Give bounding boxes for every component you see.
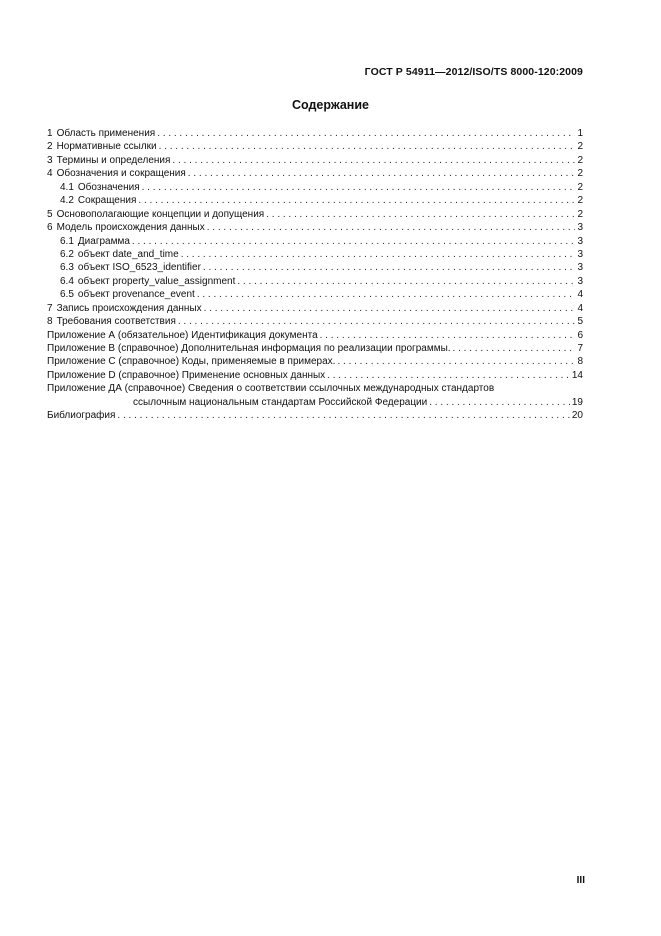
leader-dots	[188, 167, 575, 180]
toc-entry-bibliography[interactable]	[47, 409, 583, 422]
leader-dots	[178, 315, 575, 328]
toc-entry-label: Область применения	[56, 128, 156, 139]
toc-entry-label: объект ISO_6523_identifier	[77, 262, 201, 274]
toc-entry[interactable]	[47, 315, 583, 328]
toc-entry-label: Приложение А (обязательное) Идентификация документа	[47, 329, 318, 341]
toc-entry-number: 6.2	[60, 248, 74, 260]
toc-entry[interactable]	[47, 355, 583, 368]
leader-dots	[159, 140, 575, 153]
leader-dots	[237, 275, 575, 288]
toc-entry-number: 4.2	[60, 195, 74, 207]
toc-entry-annex-da[interactable]	[47, 382, 583, 395]
toc-entry-annex-da-continued[interactable]	[47, 396, 583, 409]
toc-entry-label: Библиография	[47, 410, 116, 422]
toc-entry-number: 5	[47, 208, 53, 220]
toc-entry[interactable]	[47, 342, 583, 355]
toc-entry-page: 19	[571, 396, 583, 408]
toc-entry-number: 7	[47, 302, 53, 314]
toc-entry[interactable]	[47, 288, 583, 301]
toc-entry-number: 4.1	[60, 181, 74, 193]
toc-entry-number: 3	[47, 154, 53, 166]
toc-entry-number: 6.1	[60, 235, 74, 247]
toc-entry-label: Запись происхождения данных	[56, 302, 202, 314]
leader-dots	[266, 208, 575, 221]
toc-entry-number: 6.4	[60, 275, 74, 287]
toc-entry[interactable]	[47, 154, 583, 167]
toc-entry-page: 8	[577, 356, 583, 368]
leader-dots	[429, 396, 570, 409]
toc-entry[interactable]	[47, 261, 583, 274]
toc-entry-page: 2	[577, 195, 583, 207]
toc-entry-page: 3	[577, 222, 583, 234]
toc-entry[interactable]	[47, 302, 583, 315]
leader-dots	[117, 409, 569, 422]
toc-entry-label: Приложение D (справочное) Применение основных данных	[47, 369, 326, 381]
toc-entry-number: 1	[47, 128, 53, 139]
toc-entry-label: Приложение В (справочное) Дополнительная информация по реализации программы.	[47, 343, 451, 354]
toc-entry-page: 6	[577, 329, 583, 341]
toc-entry-label: Обозначения и сокращения	[56, 168, 186, 180]
toc-entry-page: 3	[577, 248, 583, 260]
toc-entry-page: 3	[577, 235, 583, 247]
leader-dots	[181, 248, 575, 261]
toc-entry-label: Обозначения	[77, 181, 140, 193]
toc-entry-label: Требования соответствия	[56, 316, 176, 328]
page-number: III	[576, 875, 585, 886]
leader-dots	[197, 288, 575, 301]
toc-entry[interactable]	[47, 221, 583, 234]
toc-entry-page: 3	[577, 262, 583, 274]
toc-entry-label: объект date_and_time	[77, 248, 179, 260]
leader-dots	[172, 154, 575, 167]
leader-dots	[203, 261, 575, 274]
toc-entry-number: 8	[47, 316, 53, 328]
document-header: ГОСТ Р 54911—2012/ISO/TS 8000-120:2009	[364, 66, 583, 78]
toc-entry-page: 4	[577, 302, 583, 314]
toc-entry[interactable]	[47, 235, 583, 248]
toc-entry-page: 20	[571, 410, 583, 422]
toc-entry-label: Диаграмма	[77, 235, 130, 247]
leader-dots	[138, 194, 575, 207]
toc-entry-page: 2	[577, 208, 583, 220]
toc-entry-page: 1	[577, 128, 583, 139]
leader-dots	[204, 302, 575, 315]
page-title: Содержание	[291, 98, 369, 112]
table-of-contents	[47, 127, 583, 423]
leader-dots	[142, 181, 575, 194]
toc-entry[interactable]	[47, 167, 583, 180]
toc-entry-label: Основополагающие концепции и допущения	[56, 208, 265, 220]
toc-entry-label: объект provenance_event	[77, 289, 195, 301]
toc-entry-label: Модель происхождения данных	[56, 222, 205, 234]
toc-entry[interactable]	[47, 248, 583, 261]
toc-entry-page: 4	[577, 289, 583, 301]
toc-entry[interactable]	[47, 127, 583, 140]
toc-entry-page: 2	[577, 141, 583, 153]
toc-entry-label: Нормативные ссылки	[56, 141, 157, 153]
toc-entry[interactable]	[47, 140, 583, 153]
toc-entry-number: 4	[47, 168, 53, 180]
leader-dots	[320, 329, 575, 342]
toc-entry-page: 2	[577, 181, 583, 193]
toc-entry-number: 6.5	[60, 289, 74, 301]
leader-dots	[157, 127, 575, 140]
toc-entry-number: 6	[47, 222, 53, 234]
toc-entry-page: 3	[577, 275, 583, 287]
toc-entry-label: объект property_value_assignment	[77, 275, 236, 287]
leader-dots	[337, 355, 575, 368]
toc-entry[interactable]	[47, 181, 583, 194]
toc-entry-label: Приложение ДА (справочное) Сведения о соответствии ссылочных международных стандартов	[47, 383, 495, 395]
toc-entry-label: Приложение С (справочное) Коды, применяемые в примерах.	[47, 356, 336, 368]
toc-entry-label: ссылочным национальным стандартам Российской Федерации	[133, 396, 428, 408]
leader-dots	[327, 369, 570, 382]
toc-entry[interactable]	[47, 208, 583, 221]
toc-entry-page: 5	[577, 316, 583, 328]
toc-entry-page: 2	[577, 154, 583, 166]
toc-entry-page: 2	[577, 168, 583, 180]
toc-entry[interactable]	[47, 369, 583, 382]
toc-entry-page: 7	[577, 343, 583, 354]
toc-entry-label: Термины и определения	[56, 154, 171, 166]
leader-dots	[207, 221, 575, 234]
toc-entry[interactable]	[47, 275, 583, 288]
toc-entry-label: Сокращения	[77, 195, 137, 207]
toc-entry[interactable]	[47, 194, 583, 207]
toc-entry-number: 2	[47, 141, 53, 153]
leader-dots	[453, 342, 575, 355]
toc-entry[interactable]	[47, 329, 583, 342]
toc-entry-page: 14	[571, 369, 583, 381]
leader-dots	[132, 235, 575, 248]
toc-entry-number: 6.3	[60, 262, 74, 274]
